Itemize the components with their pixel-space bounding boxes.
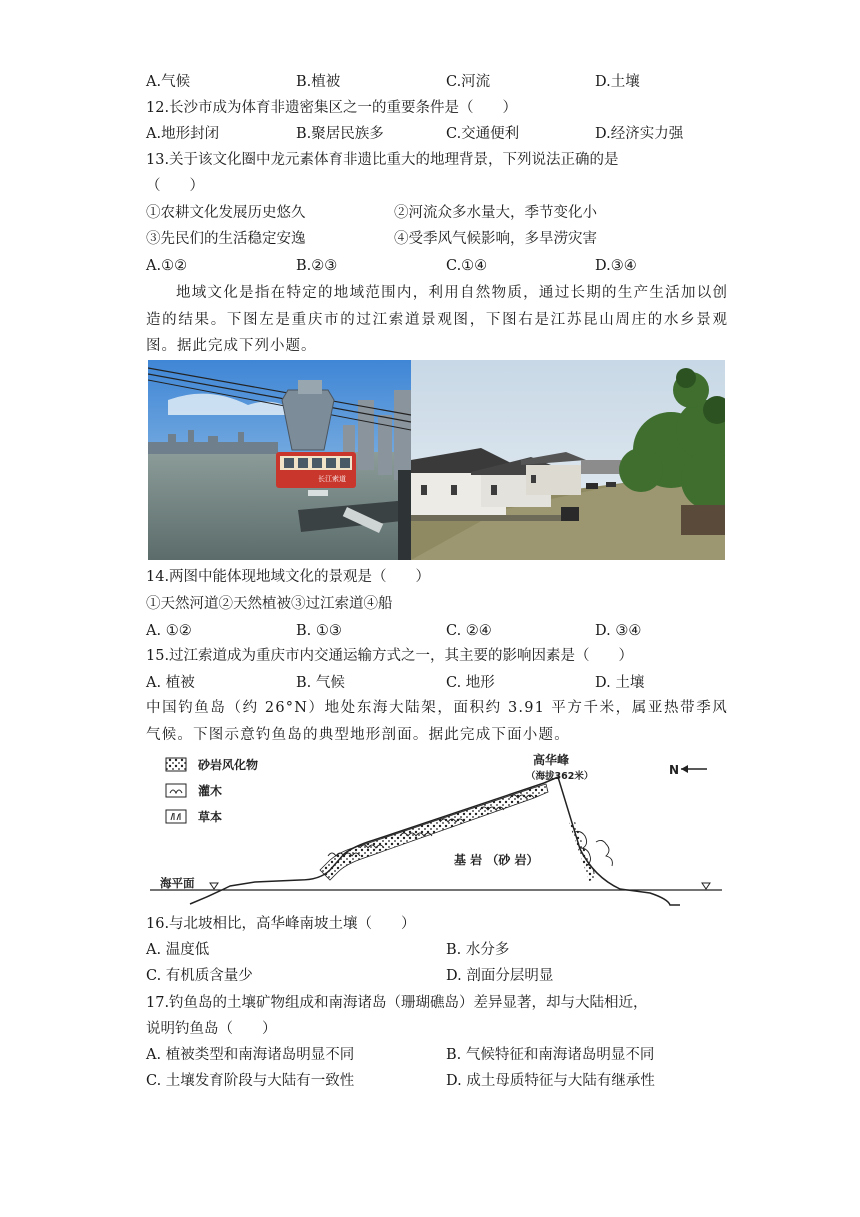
q16-stem: 16.与北坡相比，高华峰南坡土壤（ ） (146, 916, 416, 932)
q14-option-d: D. ③④ (595, 623, 642, 639)
legend-herb-icon (166, 810, 186, 823)
q12-option-b: B.聚居民族多 (296, 126, 384, 142)
q13-stem: 13.关于该文化圈中龙元素体育非遗比重大的地理背景，下列说法正确的是 (146, 152, 619, 168)
q15-option-c: C. 地形 (446, 675, 495, 691)
q11-option-a: A.气候 (146, 74, 191, 90)
q14-stem: 14.两图中能体现地域文化的景观是（ ） (146, 569, 431, 585)
q17-option-d: D. 成土母质特征与大陆有继承性 (446, 1073, 655, 1089)
passage-diaoyu-text: 中国钓鱼岛（约 26°N）地处东海大陆架，面积约 3.91 平方千米，属亚热带季风气候。下图示意钓鱼岛的典型地形剖面。据此完成下面小题。 (146, 700, 728, 743)
q13-item-2: ②河流众多水量大，季节变化小 (394, 205, 597, 221)
q13-option-d: D.③④ (595, 258, 637, 274)
passage-regional-culture-text: 地域文化是指在特定的地域范围内，利用自然物质，通过长期的生产生活加以创造的结果。下图左是重庆市的过江索道景观图，下图右是江苏昆山周庄的水乡景观图。据此完成下列小题。 (146, 285, 728, 354)
q17-stem: 17.钓鱼岛的土壤矿物组成和南海诸岛（珊瑚礁岛）差异显著，却与大陆相近， (146, 995, 648, 1011)
q14-option-a: A. ①② (146, 623, 192, 639)
q14-option-c: C. ②④ (446, 623, 492, 639)
passage-regional-culture (146, 280, 728, 360)
legend-shrub: 灌木 (198, 784, 223, 798)
q11-option-c: C.河流 (446, 74, 491, 90)
q13-item-3: ③先民们的生活稳定安逸 (146, 231, 306, 247)
bedrock-label: 基 岩 （砂 岩） (454, 853, 539, 867)
q17-stem-cont: 说明钓鱼岛（ ） (146, 1021, 277, 1037)
peak-altitude: （海拔362米） (526, 771, 594, 782)
q17-option-a: A. 植被类型和南海诸岛明显不同 (146, 1047, 355, 1063)
q13-option-b: B.②③ (296, 258, 338, 274)
legend-shrub-icon (166, 784, 186, 797)
peak-label: 高华峰 (533, 753, 570, 767)
legend-weathered-sandstone-icon (166, 758, 186, 771)
q15-stem: 15.过江索道成为重庆市内交通运输方式之一，其主要的影响因素是（ ） (146, 648, 634, 664)
cable-car-photo (148, 360, 411, 560)
q16-option-a: A. 温度低 (146, 942, 210, 958)
q11-option-d: D.土壤 (595, 74, 640, 90)
q16-option-c: C. 有机质含量少 (146, 968, 253, 984)
q17-option-c: C. 土壤发育阶段与大陆有一致性 (146, 1073, 355, 1089)
q13-item-4: ④受季风气候影响，多旱涝灾害 (394, 231, 597, 247)
north-label: N (669, 763, 680, 777)
legend-weathered-sandstone: 砂岩风化物 (198, 758, 259, 772)
q14-items: ①天然河道②天然植被③过江索道④船 (146, 596, 393, 612)
q13-option-a: A.①② (146, 258, 188, 274)
q13-stem-cont: （ ） (146, 178, 204, 194)
q12-stem: 12.长沙市成为体育非遗密集区之一的重要条件是（ ） (146, 100, 518, 116)
q12-option-a: A.地形封闭 (146, 126, 220, 142)
terrain-profile-diagram (150, 752, 722, 910)
q14-option-b: B. ①③ (296, 623, 342, 639)
q16-option-d: D. 剖面分层明显 (446, 968, 554, 984)
cable-car-sign: 长江索道 (318, 475, 346, 483)
q15-option-b: B. 气候 (296, 675, 345, 691)
q15-option-a: A. 植被 (146, 675, 195, 691)
q17-option-b: B. 气候特征和南海诸岛明显不同 (446, 1047, 655, 1063)
legend-herb: 草本 (198, 810, 223, 824)
q15-option-d: D. 土壤 (595, 675, 645, 691)
passage-diaoyu (146, 695, 728, 748)
q11-option-b: B.植被 (296, 74, 341, 90)
q13-item-1: ①农耕文化发展历史悠久 (146, 205, 306, 221)
water-town-photo (411, 360, 725, 560)
q12-option-d: D.经济实力强 (595, 126, 684, 142)
q13-option-c: C.①④ (446, 258, 488, 274)
q16-option-b: B. 水分多 (446, 942, 510, 958)
q12-option-c: C.交通便利 (446, 126, 520, 142)
sea-level-label: 海平面 (160, 876, 195, 890)
